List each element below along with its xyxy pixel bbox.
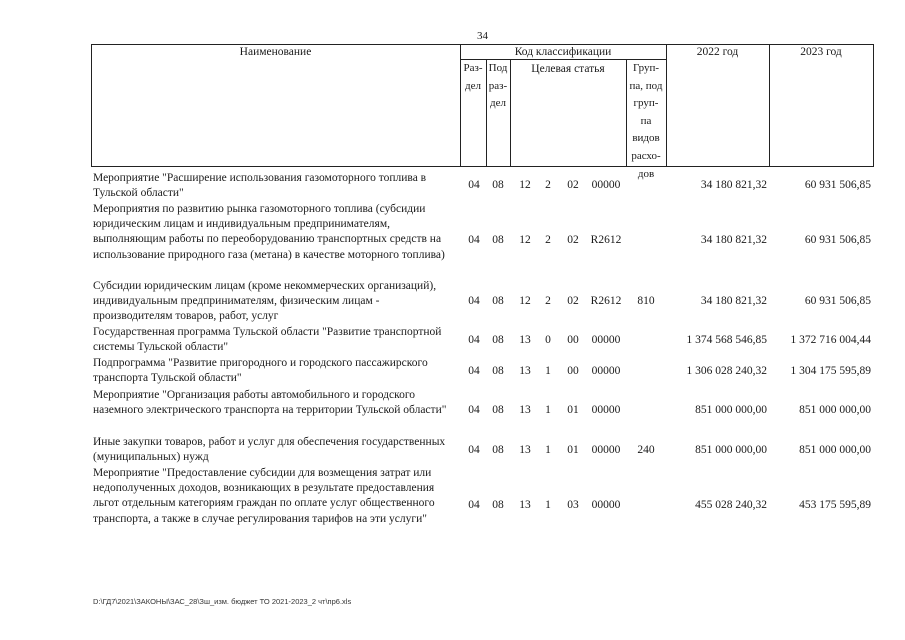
row-podrazdel: 08: [492, 334, 504, 346]
row-amount-2023: 453 175 595,89: [799, 499, 871, 511]
row-target-direction: 00000: [591, 444, 621, 456]
row-target-event: 01: [567, 444, 579, 456]
row-amount-2022: 34 180 821,32: [700, 295, 767, 307]
row-target-direction: R2612: [590, 234, 622, 246]
row-target-subprogram: 2: [545, 295, 551, 307]
header-podrazdel-line: дел: [490, 97, 506, 110]
row-target-event: 03: [567, 499, 579, 511]
header-razdel-line: Раз-: [463, 62, 483, 74]
header-left-border: [91, 44, 92, 166]
row-razdel: 04: [468, 444, 480, 456]
row-razdel: 04: [468, 234, 480, 246]
row-razdel: 04: [468, 334, 480, 346]
col-divider-code-group: [666, 44, 667, 166]
header-code-group: Код классификации: [514, 46, 612, 58]
row-target-event: 00: [567, 365, 579, 377]
row-name: Подпрограмма "Развитие пригородного и городского пассажирского транспорта Тульской области": [93, 357, 428, 385]
row-target-program: 13: [519, 499, 531, 511]
row-amount-2023: 851 000 000,00: [799, 404, 871, 416]
row-name: Мероприятия по развитию рынка газомоторного топлива (субсидии юридическим лицам и индивидуальным предпринимателям, выполняющим работы по переоборудованию транспортных средств на использование природного газа (метана) в качестве моторного топлива): [93, 203, 445, 261]
row-target-program: 13: [519, 444, 531, 456]
row-name: Мероприятие "Предоставление субсидии для возмещения затрат или недополученных доходов, возникающих в результате предоставления льгот отдельным категориям граждан по оплате услуг общественного транспорта, а также в случае регулирования тарифов на эти услуги": [93, 467, 435, 525]
row-target-subprogram: 1: [545, 404, 551, 416]
row-name: Субсидии юридическим лицам (кроме некоммерческих организаций), индивидуальным предпринимателям, физическим лицам - производителям товаров, работ, услуг: [93, 280, 437, 323]
header-right-border: [873, 44, 874, 166]
header-podrazdel-line: Под: [488, 62, 508, 74]
row-target-event: 01: [567, 404, 579, 416]
row-target-subprogram: 2: [545, 234, 551, 246]
row-razdel: 04: [468, 365, 480, 377]
row-podrazdel: 08: [492, 179, 504, 191]
row-name: Государственная программа Тульской области "Развитие транспортной системы Тульской области": [93, 326, 442, 354]
row-target-event: 02: [567, 234, 579, 246]
header-group-line: па: [640, 114, 652, 127]
file-path-footer: D:\ГД7\2021\ЗАКОНЫ\ЗАС_28\Зш_изм. бюджет ТО 2021-2023_2 чт\пр6.xls: [93, 597, 352, 606]
row-razdel: 04: [468, 499, 480, 511]
row-target-direction: 00000: [591, 179, 621, 191]
header-group-line: па, под: [629, 79, 663, 92]
row-amount-2023: 60 931 506,85: [804, 179, 871, 191]
header-group-line: груп-: [633, 97, 659, 110]
header-name: Наименование: [239, 46, 312, 58]
row-target-program: 12: [519, 179, 531, 191]
row-name: Иные закупки товаров, работ и услуг для обеспечения государственных (муниципальных) нужд: [93, 436, 446, 464]
header-podrazdel-line: раз-: [488, 79, 508, 92]
row-razdel: 04: [468, 404, 480, 416]
row-target-subprogram: 1: [545, 365, 551, 377]
row-target-direction: 00000: [591, 499, 621, 511]
row-podrazdel: 08: [492, 234, 504, 246]
row-amount-2022: 455 028 240,32: [695, 499, 767, 511]
row-amount-2022: 851 000 000,00: [695, 444, 767, 456]
row-amount-2023: 851 000 000,00: [799, 444, 871, 456]
row-name: Мероприятие "Расширение использования газомоторного топлива в Тульской области": [93, 172, 427, 200]
row-target-subprogram: 1: [545, 499, 551, 511]
row-podrazdel: 08: [492, 295, 504, 307]
row-target-subprogram: 0: [545, 334, 551, 346]
row-target-event: 02: [567, 295, 579, 307]
row-target-program: 13: [519, 365, 531, 377]
row-target-subprogram: 2: [545, 179, 551, 191]
header-year-2023: 2023 год: [800, 46, 842, 58]
row-target-direction: 00000: [591, 404, 621, 416]
row-amount-2022: 34 180 821,32: [700, 234, 767, 246]
row-amount-2022: 851 000 000,00: [695, 404, 767, 416]
header-podrazdel: [486, 60, 510, 113]
header-group-line: видов: [632, 132, 660, 145]
row-expense-group: 240: [637, 444, 655, 456]
row-podrazdel: 08: [492, 404, 504, 416]
row-amount-2023: 1 304 175 595,89: [790, 365, 871, 377]
row-amount-2023: 60 931 506,85: [804, 295, 871, 307]
row-expense-group: 810: [637, 295, 655, 307]
row-target-direction: 00000: [591, 365, 621, 377]
row-razdel: 04: [468, 179, 480, 191]
row-amount-2023: 60 931 506,85: [804, 234, 871, 246]
header-group-line: расхо-: [631, 149, 661, 162]
row-target-direction: R2612: [590, 295, 622, 307]
header-razdel-line: дел: [465, 79, 481, 92]
row-podrazdel: 08: [492, 444, 504, 456]
header-target: Целевая статья: [531, 63, 605, 75]
row-podrazdel: 08: [492, 365, 504, 377]
row-target-program: 13: [519, 334, 531, 346]
header-group-line: Груп-: [632, 62, 660, 74]
row-target-direction: 00000: [591, 334, 621, 346]
row-target-subprogram: 1: [545, 444, 551, 456]
row-name: Мероприятие "Организация работы автомобильного и городского наземного электрического транспорта на территории Тульской области": [93, 389, 447, 417]
row-razdel: 04: [468, 295, 480, 307]
row-amount-2022: 1 374 568 546,85: [686, 334, 767, 346]
header-group-line: дов: [637, 167, 655, 180]
row-target-event: 00: [567, 334, 579, 346]
row-target-program: 12: [519, 295, 531, 307]
row-podrazdel: 08: [492, 499, 504, 511]
row-target-event: 02: [567, 179, 579, 191]
row-amount-2022: 34 180 821,32: [700, 179, 767, 191]
row-target-program: 12: [519, 234, 531, 246]
header-bottom-border: [91, 166, 874, 167]
col-divider-2022: [769, 44, 770, 166]
row-amount-2023: 1 372 716 004,44: [790, 334, 871, 346]
row-target-program: 13: [519, 404, 531, 416]
header-razdel: [460, 60, 486, 95]
page-number: 34: [477, 30, 488, 42]
header-year-2022: 2022 год: [696, 46, 739, 58]
header-group: [626, 60, 666, 183]
row-amount-2022: 1 306 028 240,32: [686, 365, 767, 377]
